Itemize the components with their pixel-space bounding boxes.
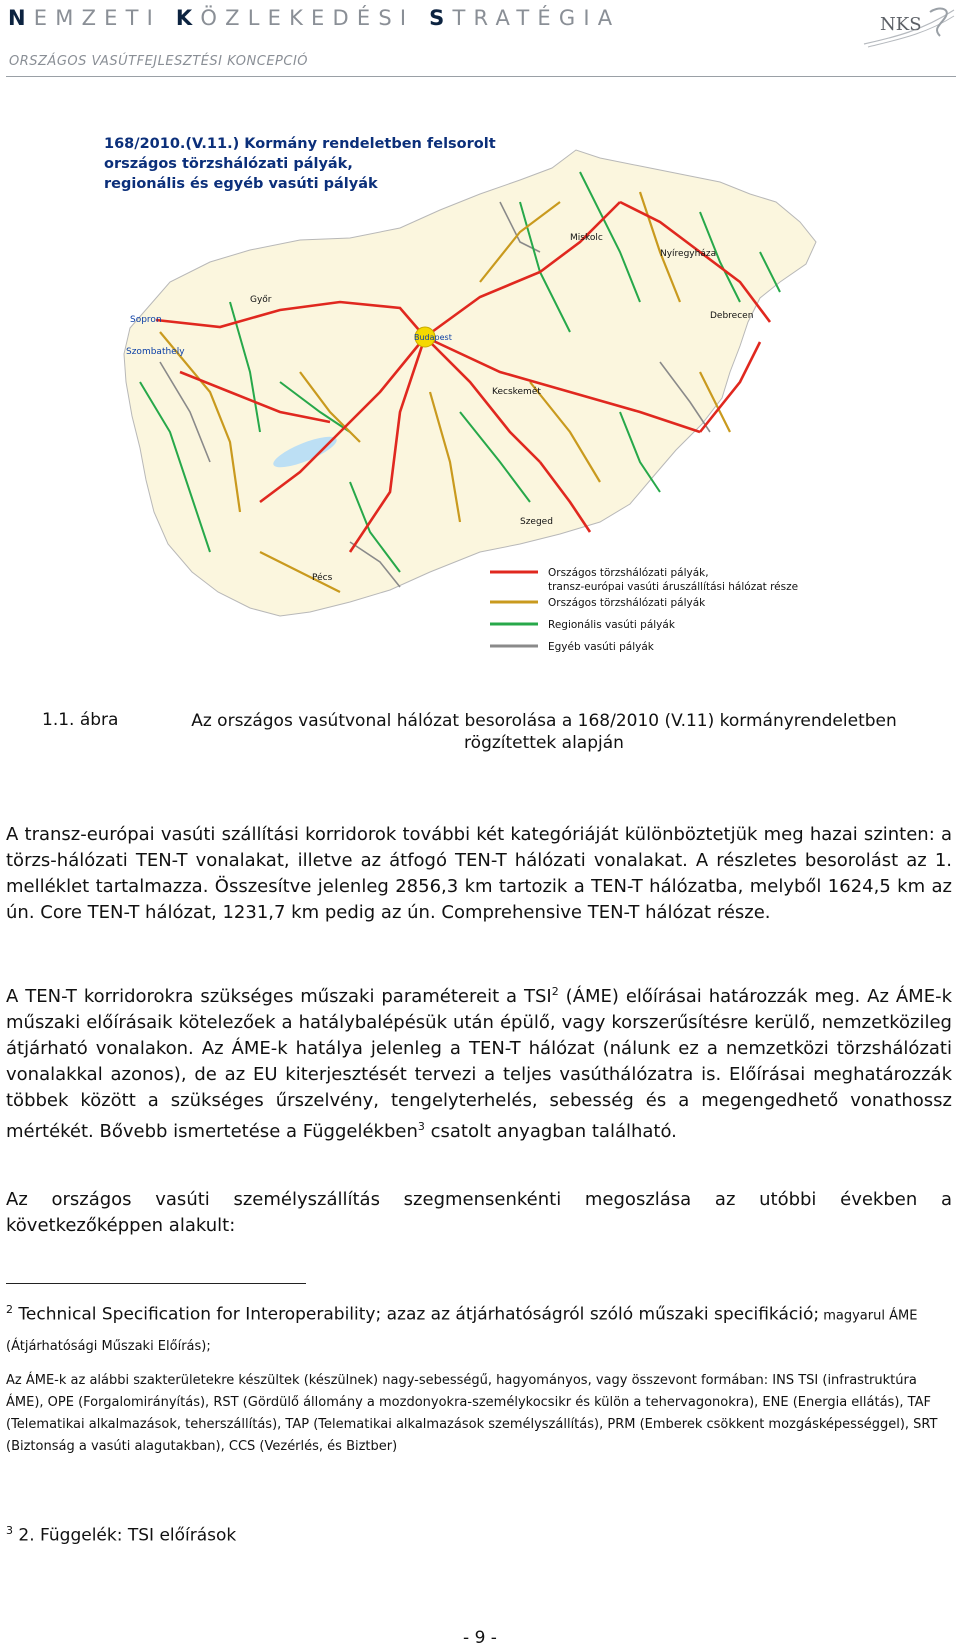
footnote-2-text: Technical Specification for Interoperability; azaz az átjárhatóságról szóló műszaki specifikáció;	[13, 1304, 820, 1325]
city-label: Miskolc	[570, 233, 603, 243]
title-rest-1: EMZETI	[33, 6, 176, 30]
footnote-2-mark: 2	[6, 1303, 13, 1316]
map-legend	[490, 567, 798, 653]
city-label: Nyíregyháza	[660, 249, 717, 259]
logo-text: NKS	[880, 14, 922, 35]
city-label: Győr	[250, 295, 272, 305]
map-title-line: országos törzshálózati pályák,	[104, 156, 353, 172]
legend-label: Regionális vasúti pályák	[548, 619, 675, 631]
paragraph-tsi-text-b: (ÁME) előírásai határozzák meg. Az ÁME-k műszaki előírásaik kötelezőek a hatálybalépésük után épülő, vagy korszerűsítésre kerülő, nemzetközileg átjárható vonalakon. Az ÁME-k hatálya jelenleg a TEN-T hálózat (nálunk ez a nemzetközi törzshálózati vonalakkal azonos), de az EU kiterjesztését tervezi a teljes vasúthálózatra is. Előírásai meghatározzák többek között a szükséges űrszelvény, tengelyterhelés, sebesség és a megengedhető vonathossz mértékét. Bővebb ismertetése a Függelékben	[6, 986, 952, 1142]
city-label: Budapest	[414, 333, 452, 342]
paragraph-ten-t: A transz-európai vasúti szállítási korridorok további két kategóriáját különböztetjük meg hazai szinten: a törzs-hálózati TEN-T vonalakat, illetve az átfogó TEN-T hálózati vonalakat. A részletes besorolást az 1. melléklet tartalmazza. Összesítve jelenleg 2856,3 km tartozik a TEN-T hálózatba, melyből 1624,5 km az ún. Core TEN-T hálózat, 1231,7 km pedig az ún. Comprehensive TEN-T hálózat része.	[6, 824, 952, 923]
title-rest-2: ÖZLEKEDÉSI	[200, 6, 430, 30]
footnote-2	[6, 1296, 952, 1361]
legend-label: transz-európai vasúti áruszállítási hálózat része	[548, 581, 799, 593]
railway-network-map	[100, 132, 930, 668]
document-subtitle: ORSZÁGOS VASÚTFEJLESZTÉSI KONCEPCIÓ	[9, 54, 309, 69]
city-label: Szombathely	[126, 347, 185, 357]
footnote-ref-2: 2	[551, 985, 559, 998]
city-label: Kecskemét	[492, 387, 541, 397]
footnote-ref-3: 3	[417, 1120, 425, 1133]
header-divider	[6, 76, 956, 77]
city-label: Pécs	[312, 573, 333, 583]
title-cap-k: K	[175, 6, 201, 30]
figure-caption: Az országos vasútvonal hálózat besorolása a 168/2010 (V.11) kormányrendeletben rögzítettek alapján	[191, 711, 897, 753]
paragraph-tsi-text-a: A TEN-T korridorokra szükséges műszaki paramétereit a TSI	[6, 986, 552, 1007]
title-rest-3: TRATÉGIA	[452, 6, 621, 30]
title-cap-s: S	[429, 6, 453, 30]
city-label: Szeged	[520, 517, 553, 527]
legend-label: Országos törzshálózati pályák,	[548, 567, 709, 579]
figure-number: 1.1. ábra	[42, 710, 119, 730]
legend-label: Egyéb vasúti pályák	[548, 641, 654, 653]
nks-logo-icon	[860, 4, 956, 48]
footnote-divider	[6, 1283, 306, 1284]
map-title-line: regionális és egyéb vasúti pályák	[104, 176, 378, 192]
page-number: - 9 -	[463, 1628, 497, 1648]
city-label: Debrecen	[710, 311, 754, 321]
footnote-3-text: 2. Függelék: TSI előírások	[13, 1525, 237, 1546]
title-cap-n: N	[8, 6, 34, 30]
footnote-3	[6, 1520, 952, 1547]
document-header-title	[8, 6, 620, 30]
footnote-3-mark: 3	[6, 1524, 13, 1537]
city-label: Sopron	[130, 315, 162, 325]
map-title-line: 168/2010.(V.11.) Kormány rendeletben felsorolt	[104, 136, 496, 152]
paragraph-tsi	[6, 979, 952, 1145]
footnote-2-detail: Az ÁME-k az alábbi szakterületekre készültek (készülnek) nagy-sebességű, hagyományos, vagy összevont formában: INS TSI (infrastruktúra ÁME), OPE (Forgalomirányítás), RST (Gördülő állomány a mozdonyokra-személykocsikr és külön a tehervagonokra), ENE (Energia ellátás), TAF (Telematikai alkalmazások, teherszállítás), TAP (Telematikai alkalmazások személyszállítás), PRM (Emberek csökkent mozgásképességgel), SRT (Biztonság a vasúti alagutakban), CCS (Vezérlés, és Biztber)	[6, 1373, 938, 1454]
footnote-2-note: magyarul ÁME (Átjárhatósági Műszaki Előírás);	[6, 1308, 918, 1354]
legend-label: Országos törzshálózati pályák	[548, 597, 706, 609]
paragraph-tsi-text-c: csatolt anyagban található.	[424, 1121, 677, 1142]
paragraph-passenger: Az országos vasúti személyszállítás szegmensenkénti megoszlása az utóbbi években a következőképpen alakult:	[6, 1189, 952, 1236]
